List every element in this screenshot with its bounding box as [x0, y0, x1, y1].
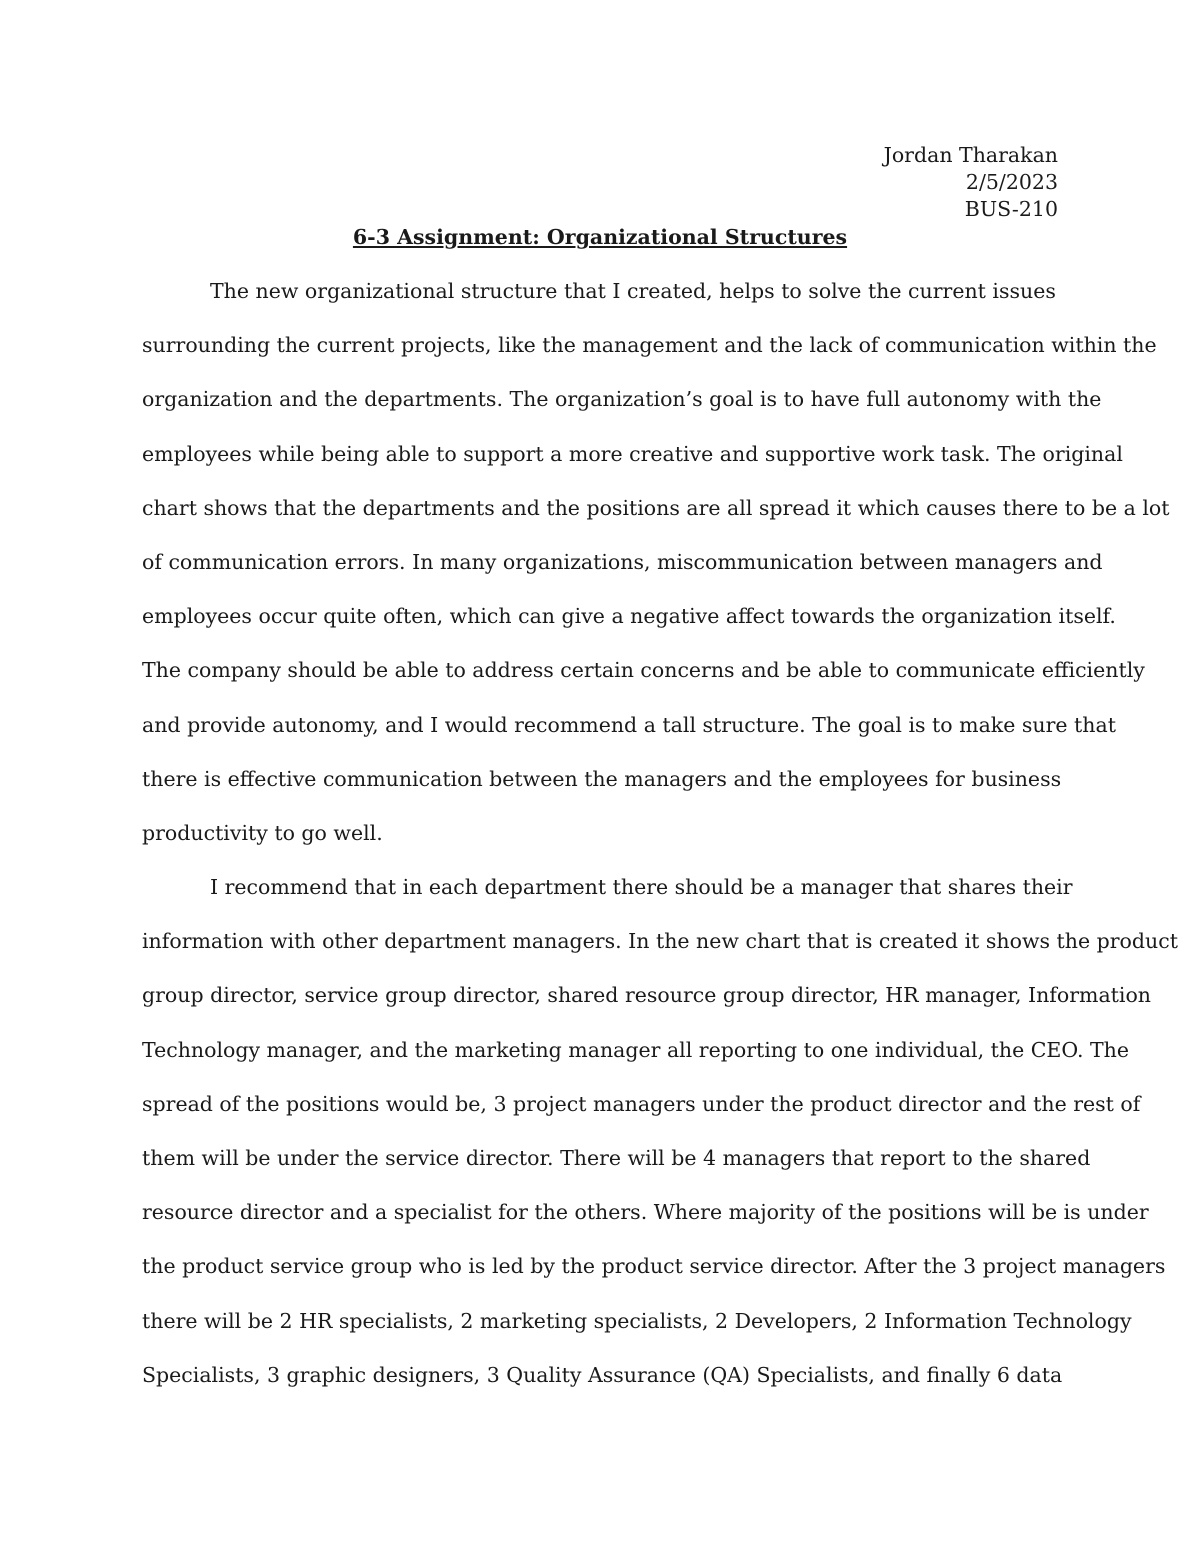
paragraph-1-line: employees occur quite often, which can give a negative affect towards the organization itself. — [142, 604, 1116, 629]
paragraph-1-line: and provide autonomy, and I would recommend a tall structure. The goal is to make sure that — [142, 712, 1116, 737]
paragraph-2-line: group director, service group director, shared resource group director, HR manager, Information — [142, 983, 1152, 1008]
paragraph-2-line: Specialists, 3 graphic designers, 3 Quality Assurance (QA) Specialists, and finally 6 data — [142, 1362, 1063, 1387]
course-code: BUS-210 — [964, 197, 1058, 221]
document-date: 2/5/2023 — [965, 170, 1058, 194]
paragraph-2-line: them will be under the service director. There will be 4 managers that report to the shared — [142, 1146, 1091, 1170]
paragraph-2-line: I recommend that in each department there should be a manager that shares their — [210, 875, 1073, 900]
paragraph-1-line: surrounding the current projects, like the management and the lack of communication within the — [142, 333, 1157, 358]
paragraph-2-line: there will be 2 HR specialists, 2 marketing specialists, 2 Developers, 2 Information Technology — [142, 1308, 1132, 1333]
paragraph-2-line: information with other department managers. In the new chart that is created it shows the product — [142, 929, 1178, 954]
paragraph-1-line: of communication errors. In many organizations, miscommunication between managers and — [142, 549, 1103, 574]
body-text — [142, 264, 1178, 1402]
paragraph-1-line: The new organizational structure that I created, helps to solve the current issues — [210, 279, 1056, 303]
paragraph-1-line: organization and the departments. The organization’s goal is to have full autonomy with the — [142, 387, 1102, 412]
document-title: 6-3 Assignment: Organizational Structures — [352, 225, 848, 249]
paragraph-1-line: productivity to go well. — [142, 820, 383, 845]
author-name: Jordan Tharakan — [883, 143, 1058, 167]
paragraph-1-line: chart shows that the departments and the positions are all spread it which causes there to be a lot — [142, 495, 1170, 520]
paragraph-2-line: the product service group who is led by the product service director. After the 3 project managers — [142, 1254, 1166, 1279]
paragraph-2-line: resource director and a specialist for the others. Where majority of the positions will be is under — [142, 1200, 1149, 1225]
paragraph-1-line: employees while being able to support a more creative and supportive work task. The original — [142, 441, 1123, 466]
header-block — [884, 142, 1058, 223]
paragraph-2-line: Technology manager, and the marketing manager all reporting to one individual, the CEO. The — [142, 1037, 1130, 1062]
paragraph-1-line: there is effective communication between the managers and the employees for business — [142, 766, 1062, 791]
paragraph-2-line: spread of the positions would be, 3 project managers under the product director and the rest of — [142, 1091, 1141, 1116]
paragraph-1-line: The company should be able to address certain concerns and be able to communicate efficiently — [142, 658, 1145, 683]
